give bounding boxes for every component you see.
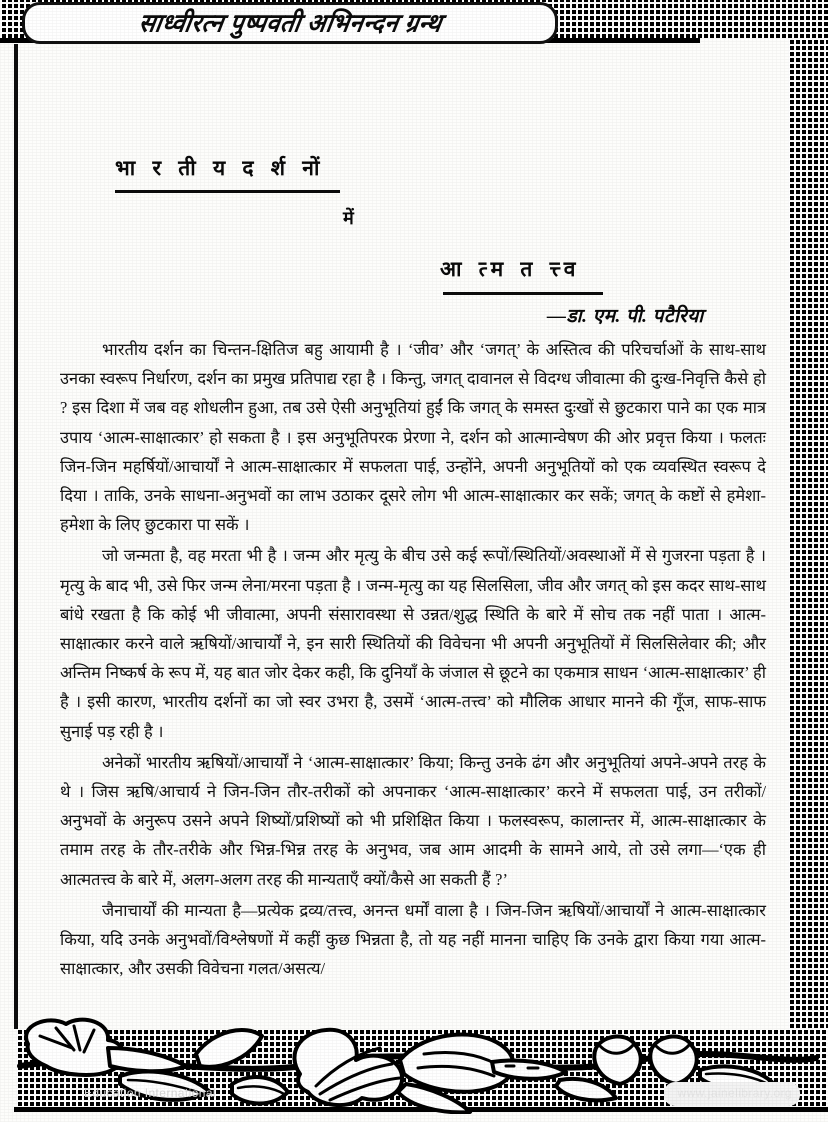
article-heading-block [60,120,766,335]
body-paragraph: जो जन्मता है, वह मरता भी है । जन्म और मृत्यु के बीच उसे कई रूपों/स्थितियों/अवस्थाओं में से गुजरना पड़ता है । मृत्यु के बाद भी, उसे फिर जन्म लेना/मरना पड़ता है । जन्म-मृत्यु का यह सिलसिला, जीव और जगत् को इस कदर साथ-साथ बांधे रखता है कि कोई भी जीवात्मा, अपनी संसारावस्था से उन्नत/शुद्ध स्थिति के बारे में सोच तक नहीं पाता । आत्म-साक्षात्कार करने वाले ऋषियों/आचार्यों ने, इन सारी स्थितियों की विवेचना भी अपनी अनुभूतियों में सिलसिलेवार की; और अन्तिम निष्कर्ष के रूप में, यह बात जोर देकर कही, कि दुनियाँ के जंजाल से छूटने का एकमात्र साधन ‘आत्म-साक्षात्कार’ ही है । इसी कारण, भारतीय दर्शनों का जो स्वर उभरा है, उसमें ‘आत्म-तत्त्व’ को मौलिक आधार मानने की गूँज, साफ-साफ सुनाई पड़ रही है । [60,546,766,741]
body-paragraph: जैनाचार्यों की मान्यता है—प्रत्येक द्रव्य/तत्त्व, अनन्त धर्मों वाला है । जिन-जिन ऋषियों/आचार्यों ने आत्म-साक्षात्कार किया, यदि उनके अनुभवों/विश्लेषणों में कहीं कुछ भिन्नता है, तो यह नहीं मानना चाहिए कि उनके द्वारा किया गया आत्म-साक्षात्कार, और उसकी विवेचना गलत/असत्य/ [60,900,766,979]
article-content [60,120,766,983]
book-title-text: साध्वीरत्न पुष्पवती अभिनन्दन ग्रन्थ [136,9,444,38]
article-title-underline-2 [443,292,603,295]
page-border-right-mesh [788,0,828,1090]
body-paragraph: भारतीय दर्शन का चिन्तन-क्षितिज बहु आयामी है । ‘जीव’ और ‘जगत्’ के अस्तित्व की परिचर्चाओं के साथ-साथ उनका स्वरूप निर्धारण, दर्शन का प्रमुख प्रतिपाद्य रहा है । किन्तु, जगत् दावानल से विदग्ध जीवात्मा की दुःख-निवृत्ति कैसे हो ? इस दिशा में जब वह शोधलीन हुआ, तब उसे ऐसी अनुभूतियां हुईं कि जगत् के समस्त दुःखों से छुटकारा पाने का एक मात्र उपाय ‘आत्म-साक्षात्कार’ हो सकता है । इस अनुभूतिपरक प्रेरणा ने, दर्शन को आत्मान्वेषण की ओर प्रवृत्त किया । फलतः जिन-जिन महर्षियों/आचार्यों ने आत्म-साक्षात्कार में सफलता पाई, उन्होंने, अपनी अनुभूतियों को एक व्यवस्थित स्वरूप दे दिया । ताकि, उनके साधना-अनुभवों का लाभ उठाकर दूसरे लोग भी आत्म-साक्षात्कार कर सकें; जगत् के कष्टों से हमेशा-हमेशा के लिए छुटकारा पा सकें । [60,340,766,535]
article-title-underline-1 [115,190,340,193]
article-author: —डा. एम. पी. पटैरिया [547,306,704,327]
body-paragraph: अनेकों भारतीय ऋषियों/आचार्यों ने ‘आत्म-साक्षात्कार’ किया; किन्तु उनके ढंग और अनुभूतियां अपने-अपने तरह के थे । जिस ऋषि/आचार्य ने जिन-जिन तौर-तरीकों को अपनाकर ‘आत्म-साक्षात्कार’ करने में सफलता पाई, उन तरीकों/अनुभवों के अनुरूप उसने अपने शिष्यों/प्रशिष्यों को भी प्रशिक्षित किया । फलस्वरूप, कालान्तर में, आत्म-साक्षात्कार के तमाम तरह के तौर-तरीके और भिन्न-भिन्न तरह के अनुभव, जब आम आदमी के सामने आये, तो उसे लगा—‘एक ही आत्मतत्त्व के बारे में, अलग-अलग तरह की मान्यताएँ क्यों/कैसे आ सकती हैं ?’ [60,752,766,889]
article-title-line-1: भा र ती य द र्श नों [115,156,326,180]
article-title-line-2: आ त्म त त्त्व [440,257,582,281]
page-border-left [14,44,18,1029]
book-title-ribbon [22,2,558,44]
article-title-connector: में [343,208,354,228]
page-header-banner [0,0,828,46]
watermark-right: www.jainelibrary.org [677,1086,792,1100]
watermark-left: Education International [84,1086,216,1100]
